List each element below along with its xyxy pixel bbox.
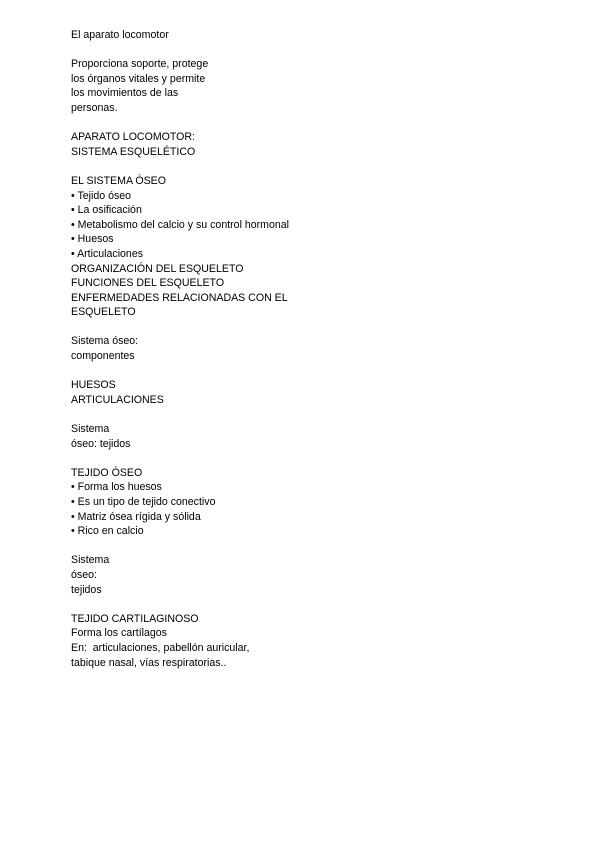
bullet-item: • La osificación: [71, 204, 142, 217]
body-line: tabique nasal, vías respiratorias..: [71, 656, 227, 669]
bullet-item: • Articulaciones: [71, 247, 144, 260]
section-heading: ESQUELETO: [71, 306, 136, 319]
section-heading: TEJIDO ÓSEO: [71, 466, 143, 479]
section-heading: FUNCIONES DEL ESQUELETO: [71, 277, 225, 290]
body-line: Forma los cartílagos: [71, 627, 167, 640]
bullet-item: • Huesos: [71, 233, 114, 246]
intro-line: los órganos vitales y permite: [71, 72, 206, 85]
slide-label: Sistema óseo:: [71, 335, 139, 348]
intro-line: los movimientos de las: [71, 87, 179, 100]
section-heading: APARATO LOCOMOTOR:: [71, 131, 196, 144]
bullet-item: • Forma los huesos: [71, 481, 162, 494]
document-content: [71, 28, 289, 670]
document-title: El aparato locomotor: [71, 29, 169, 41]
slide-label: óseo:: [71, 568, 97, 581]
bullet-item: • Tejido óseo: [71, 189, 132, 202]
intro-line: personas.: [71, 101, 118, 114]
bullet-item: • Matriz ósea rígida y sólida: [71, 510, 201, 523]
section-heading: ORGANIZACIÓN DEL ESQUELETO: [71, 262, 244, 275]
slide-label: Sistema: [71, 423, 110, 436]
section-heading: ENFERMEDADES RELACIONADAS CON EL: [71, 291, 288, 304]
component-item: ARTICULACIONES: [71, 393, 164, 406]
section-heading: TEJIDO CARTILAGINOSO: [71, 612, 199, 625]
slide-label: componentes: [71, 350, 135, 363]
slide-label: óseo: tejidos: [71, 437, 131, 450]
body-line: En: articulaciones, pabellón auricular,: [71, 641, 250, 654]
section-heading: SISTEMA ESQUELÉTICO: [71, 145, 196, 158]
bullet-item: • Es un tipo de tejido conectivo: [71, 496, 216, 508]
bullet-item: • Metabolismo del calcio y su control hormonal: [71, 218, 290, 231]
slide-label: Sistema: [71, 554, 110, 567]
component-item: HUESOS: [71, 379, 116, 392]
bullet-item: • Rico en calcio: [71, 525, 144, 538]
slide-label: tejidos: [71, 583, 102, 596]
section-heading: EL SISTEMA ÓSEO: [71, 174, 166, 187]
intro-line: Proporciona soporte, protege: [71, 58, 209, 71]
